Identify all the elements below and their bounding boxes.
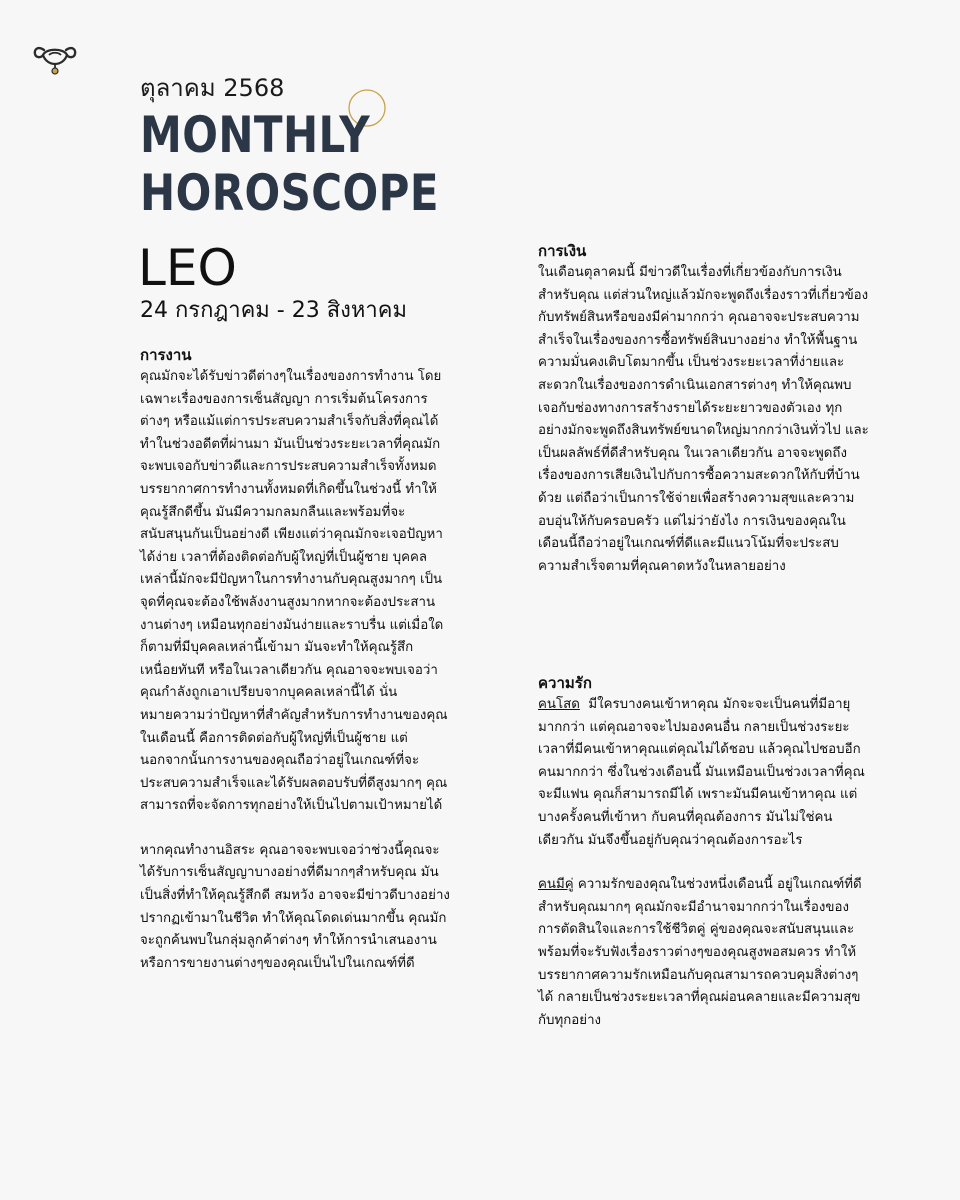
work-section — [140, 344, 450, 975]
page-title: MONTHLY HOROSCOPE — [140, 106, 439, 222]
finance-paragraph: ในเดือนตุลาคมนี้ มีข่าวดีในเรื่องที่เกี่ยวข้องกับการเงินสำหรับคุณ แต่ส่วนใหญ่แล้วมักจะพูดถึงเรื่องราวที่เกี่ยวข้องกับทรัพย์สินหรือของมีค่ามากกว่า คุณอาจจะประสบความสำเร็จในเรื่องของการซื้อทรัพย์สินบางอย่าง ทำให้พื้นฐานความมั่นคงเติบโตมากขึ้น เป็นช่วงระยะเวลาที่ง่ายและสะดวกในเรื่องของการดำเนินเอกสารต่างๆ ทำให้คุณพบเจอกับช่องทางการสร้างรายได้ระยะยาวของตัวเอง ทุกอย่างมักจะพูดถึงสินทรัพย์ขนาดใหญ่มากกว่าเงินทั่วไป และเป็นผลลัพธ์ที่ดีสำหรับคุณ ในเวลาเดียวกัน อาจจะพูดถึงเรื่องของการเสียเงินไปกับการซื้อความสะดวกให้กับที่บ้านด้วย แต่ถือว่าเป็นการใช้จ่ายเพื่อสร้างความสุขและความอบอุ่นให้กับครอบครัว แต่ไม่ว่ายังไง การเงินของคุณในเดือนนี้ถือว่าอยู่ในเกณฑ์ที่ดีและมีแนวโน้มที่จะประสบความสำเร็จตามที่คุณคาดหวังในหลายอย่าง — [538, 265, 869, 574]
zodiac-sign: LEO — [138, 239, 237, 297]
love-couple-paragraph — [538, 874, 870, 1032]
work-paragraph-1: คุณมักจะได้รับข่าวดีต่างๆในเรื่องของการทำงาน โดยเฉพาะเรื่องของการเซ็นสัญญา การเริ่มต้นโครงการต่างๆ หรือแม้แต่การประสบความสำเร็จกับสิ่งที่คุณได้ทำในช่วงอดีตที่ผ่านมา มันเป็นช่วงระยะเวลาที่คุณมักจะพบเจอกับข่าวดีและการประสบความสำเร็จทั้งหมด บรรยากาศการทำงานทั้งหมดที่เกิดขึ้นในช่วงนี้ ทำให้คุณรู้สึกดีขึ้น มันมีความกลมกลืนและพร้อมที่จะสนับสนุนกันเป็นอย่างดี เพียงแต่ว่าคุณมักจะเจอปัญหาได้ง่าย เวลาที่ต้องติดต่อกับผู้ใหญ่ที่เป็นผู้ชาย บุคคลเหล่านี้มักจะมีปัญหาในการทำงานกับคุณสูงมากๆ เป็นจุดที่คุณจะต้องใช้พลังงานสูงมากหากจะต้องประสานงานต่างๆ เหมือนทุกอย่างมันง่ายและราบรื่น แต่เมื่อใดก็ตามที่มีบุคคลเหล่านี้เข้ามา มันจะทำให้คุณรู้สึกเหนื่อยทันที หรือในเวลาเดียวกัน คุณอาจจะพบเจอว่าคุณกำลังถูกเอาเปรียบจากบุคคลเหล่านี้ได้ นั่นหมายความว่าปัญหาที่สำคัญสำหรับการทำงานของคุณในเดือนนี้ คือการติดต่อกับผู้ใหญ่ที่เป็นผู้ชาย แต่นอกจากนั้นการงานของคุณถือว่าอยู่ในเกณฑ์ที่จะประสบความสำเร็จและได้รับผลตอบรับที่ดีสูงมากๆ คุณสามารถที่จะจัดการทุกอย่างให้เป็นไปตามเป้าหมายได้ — [140, 369, 448, 814]
single-label: คนโสด — [538, 697, 580, 712]
month-label: ตุลาคม 2568 — [140, 74, 285, 102]
couple-text: ความรักของคุณในช่วงหนึ่งเดือนนี้ อยู่ในเกณฑ์ที่ดีสำหรับคุณมากๆ คุณมักจะมีอำนาจมากกว่าในเรื่องของการตัดสินใจและการใช้ชีวิตคู่ คู่ของคุณจะสนับสนุนและพร้อมที่จะรับฟังเรื่องราวต่างๆของคุณสูงพอสมควร ทำให้บรรยากาศความรักเหมือนกับคุณสามารถควบคุมสิ่งต่างๆได้ กลายเป็นช่วงระยะเวลาที่คุณผ่อนคลายและมีความสุขกับทุกอย่าง — [538, 877, 862, 1028]
work-title: การงาน — [140, 346, 192, 364]
love-section — [538, 672, 870, 1032]
love-single-paragraph — [538, 694, 870, 852]
zodiac-dates: 24 กรกฎาคม - 23 สิงหาคม — [140, 298, 407, 323]
single-text: มีใครบางคนเข้าหาคุณ มักจะจะเป็นคนที่มีอายุมากกว่า แต่คุณอาจจะไปมองคนอื่น กลายเป็นช่วงระยะเวลาที่มีคนเข้าหาคุณแต่คุณไม่ได้ชอบ แล้วคุณไปชอบอีกคนมากกว่า ซึ่งในช่วงเดือนนี้ มันเหมือนเป็นช่วงเวลาที่คุณจะมีแฟน คุณก็สามารถมีได้ เพราะมันมีคนเข้าหาคุณ แต่บางครั้งคนที่เข้าหา กับคนที่คุณต้องการ มันไม่ใช่คนเดียวกัน มันจึงขึ้นอยู่กับคุณว่าคุณต้องการอะไร — [538, 697, 865, 848]
love-title: ความรัก — [538, 674, 592, 692]
work-paragraph-2: หากคุณทำงานอิสระ คุณอาจจะพบเจอว่าช่วงนี้คุณจะได้รับการเซ็นสัญญาบางอย่างที่ดีมากๆสำหรับคุณ มันเป็นสิ่งที่ทำให้คุณรู้สึกดี สมหวัง อาจจะมีข่าวดีบางอย่างปรากฏเข้ามาในชีวิต ทำให้คุณโดดเด่นมากขึ้น คุณมักจะถูกค้นพบในกลุ่มลูกค้าต่างๆ ทำให้การนำเสนองานหรือการขายงานต่างๆของคุณเป็นไปในเกณฑ์ที่ดี — [140, 842, 450, 971]
leo-logo-icon — [32, 40, 78, 80]
finance-section — [538, 240, 870, 578]
finance-title: การเงิน — [538, 242, 587, 260]
couple-label: คนมีคู่ — [538, 877, 574, 893]
